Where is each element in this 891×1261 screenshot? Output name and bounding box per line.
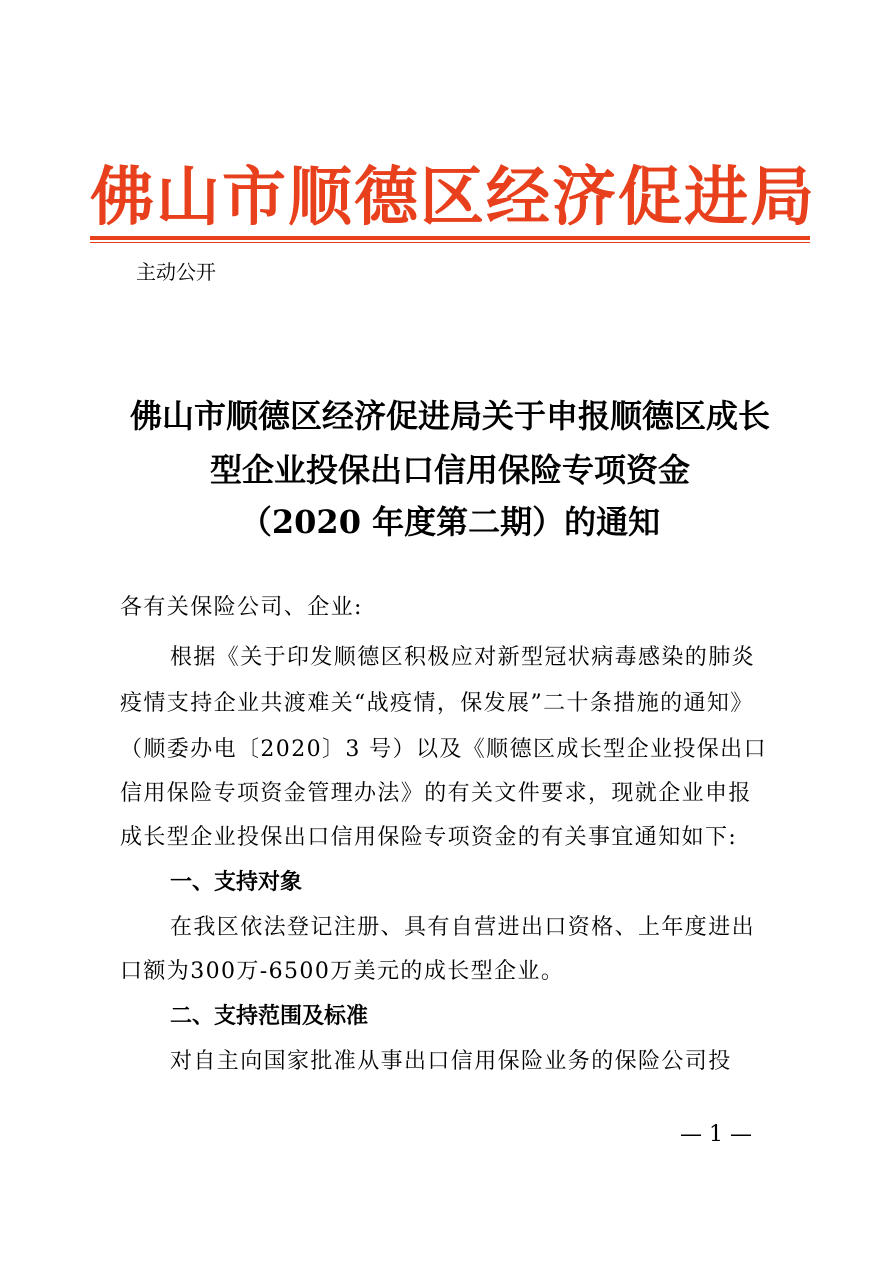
section1-line: 口额为300万-6500万美元的成长型企业。 [120,959,565,984]
page-number: — 1 — [680,1122,752,1147]
intro-line: 成长型企业投保出口信用保险专项资金的有关事宜通知如下: [120,825,738,850]
document-title-line-1: 佛山市顺德区经济促进局关于申报顺德区成长 [129,397,770,435]
intro-line: 疫情支持企业共渡难关“战疫情，保发展”二十条措施的通知》 [120,691,754,716]
section1-line: 在我区依法登记注册、具有自营进出口资格、上年度进出 [170,915,756,940]
intro-line: （顺委办电〔2020〕3 号）以及《顺德区成长型企业投保出口 [120,737,767,762]
intro-line: 信用保险专项资金管理办法》的有关文件要求，现就企业申报 [120,781,752,806]
document-title-line-2: 型企业投保出口信用保险专项资金 [209,451,690,489]
header-red-thin-rule [90,242,810,243]
intro-line: 根据《关于印发顺德区积极应对新型冠状病毒感染的肺炎 [170,645,756,670]
salutation: 各有关保险公司、企业: [120,595,363,620]
document-title-line-3: （2020 年度第二期）的通知 [239,503,661,541]
disclosure-label: 主动公开 [136,260,216,284]
section-heading-support-target: 一、支持对象 [170,870,303,895]
section-heading-support-scope: 二、支持范围及标准 [170,1004,369,1029]
agency-header-title: 佛山市顺德区经济促进局 [90,160,816,235]
section2-line: 对自主向国家批准从事出口信用保险业务的保险公司投 [170,1049,732,1074]
header-red-rule [90,236,810,240]
